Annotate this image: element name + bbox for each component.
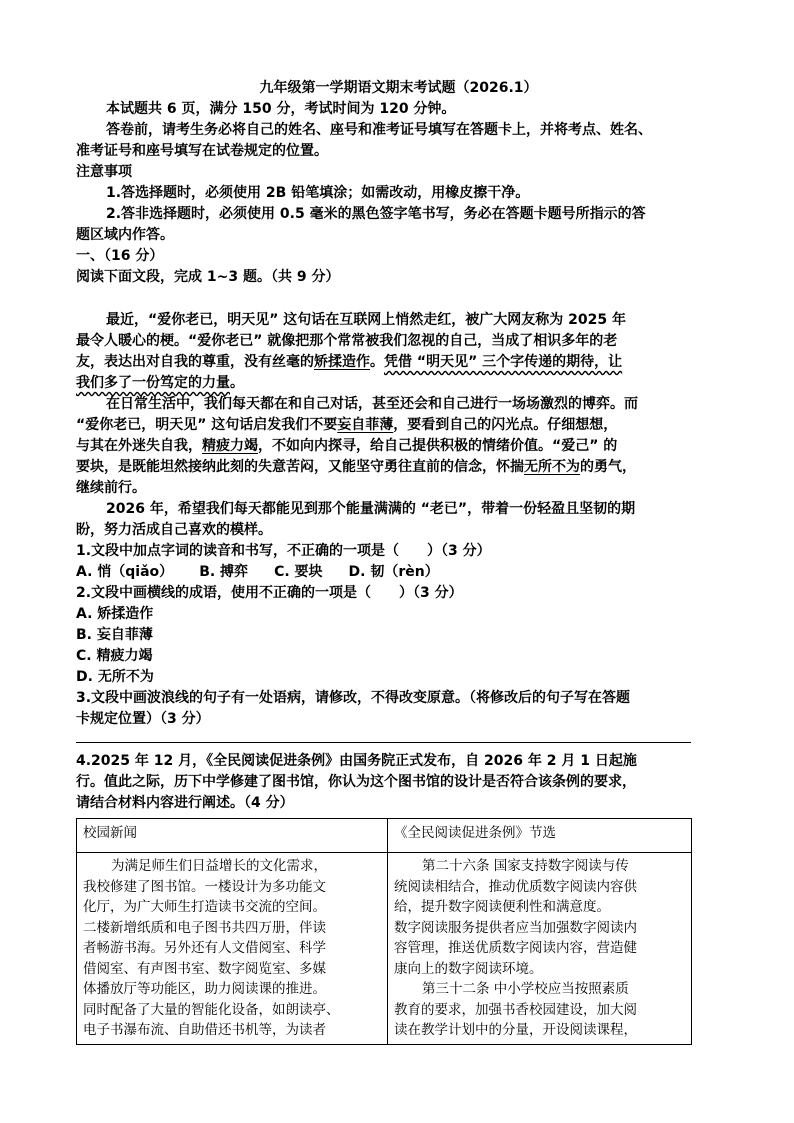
cell-line: 统阅读相结合，推动优质数字阅读内容供 (394, 878, 637, 895)
question-1-stem: 1.文段中加点字词的读音和书写，不正确的一项是（ ）（3 分） (76, 543, 491, 559)
cell-line: 为满足师生们日益增长的文化需求， (111, 858, 327, 874)
option-b[interactable]: B. 搏弈 (199, 564, 249, 580)
table-header-news: 校园新闻 (77, 819, 388, 853)
option-a[interactable]: A. 矫揉造作 (76, 606, 154, 622)
question-4-stem: 请结合材料内容进行阐述。（4 分） (76, 795, 294, 811)
question-3-stem-cont: 卡规定位置）（3 分） (76, 711, 210, 727)
passage-line: 最近，“爱你老已，明天见” 这句话在互联网上悄然走红，被广大网友称为 2025 年 (106, 312, 626, 328)
passage-line: 最令人暖心的梗。“爱你老已” 就像把那个常常被我们忽视的自己，当成了相识多年的老 (76, 333, 618, 349)
passage-line (76, 415, 721, 436)
cell-line: 读在教学计划中的分量，开设阅读课程， (394, 1022, 637, 1038)
passage-line (76, 457, 721, 478)
cell-line: 同时配备了大量的智能化设备，如朗读亭、 (83, 1001, 340, 1018)
underlined-idiom-2: 妄自菲薄 (337, 417, 394, 433)
intro-line-3: 准考证号和座号填写在试卷规定的位置。 (76, 143, 328, 159)
passage-line: 继续前行。 (76, 480, 146, 496)
option-c[interactable]: C. 精疲力竭 (76, 648, 153, 664)
exam-page (76, 78, 721, 1045)
passage-line (76, 352, 721, 373)
question-4-stem: 4.2025 年 12 月，《全民阅读促进条例》由国务院正式发布，自 2026 年 2 月 1 日起施 (76, 753, 637, 769)
passage-line (76, 436, 721, 457)
table-cell-regulation (388, 853, 692, 1045)
section-one-heading: 一、（16 分） (76, 248, 164, 264)
cell-line: 化厅，为广大师生打造读书交流的空间。 (83, 899, 326, 915)
text-run: 要块，是既能坦然接纳此刻的失意苦闷，又能坚守勇往直前的信念，怀揣 (76, 459, 524, 475)
text-run: ，不如向内探寻，给自己提供积极的情绪价值。“爱己” 的 (258, 438, 618, 454)
text-run: 友，表达出对自我的尊重，没有丝毫的 (76, 354, 314, 370)
cell-line: 容管理，推送优质数字阅读内容，营造健 (394, 940, 637, 956)
table-header-regulation: 《全民阅读促进条例》节选 (388, 819, 692, 853)
cell-line: 体播放厅等功能区，助力阅读课的推进。 (83, 981, 326, 997)
text-run: ，要看到自己的闪光点。仔细想想， (393, 417, 618, 433)
cell-line: 我校修建了图书馆。一楼设计为多功能文 (83, 878, 326, 895)
cell-line: 第三十二条 中小学校应当按照素质 (422, 981, 629, 997)
cell-line: 电子书瀑布流、自助借还书机等，为读者 (83, 1022, 326, 1038)
question-3-stem: 3.文段中画波浪线的句子有一处语病，请修改，不得改变原意。（将修改后的句子写在答题 (76, 690, 631, 706)
cell-line: 第二十六条 国家支持数字阅读与传 (422, 858, 629, 874)
text-run: 与其在外迷失自我， (76, 438, 202, 454)
passage-line: 盼，努力活成自己喜欢的模样。 (76, 522, 272, 538)
cell-line: 教育的要求，加强书香校园建设，加大阅 (394, 1001, 637, 1018)
cell-line: 数字阅读服务提供者应当加强数字阅读内 (394, 919, 637, 936)
option-a[interactable]: A. 悄（qiǎo） (76, 564, 174, 580)
answer-divider (76, 742, 691, 743)
cell-line: 二楼新增纸质和电子图书共四万册，伴读 (83, 919, 326, 936)
intro-line-1: 本试题共 6 页，满分 150 分，考试时间为 120 分钟。 (106, 101, 456, 117)
text-run: “爱你老已，明天见” 这句话启发我们不要 (76, 417, 338, 433)
text-run: 的勇气， (580, 459, 636, 475)
exam-title: 九年级第一学期语文期末考试题（2026.1） (259, 80, 538, 96)
option-d[interactable]: D. 韧（rèn） (348, 564, 439, 580)
notice-1: 1.答选择题时，必须使用 2B 铅笔填涂；如需改动，用橡皮擦干净。 (106, 185, 530, 201)
text-run: 。 (370, 354, 384, 370)
option-d[interactable]: D. 无所不为 (76, 669, 154, 685)
passage-line (76, 373, 721, 394)
wavy-sentence-part-1: 凭借 “明天见” 三个字传递的期待，让 (384, 354, 623, 370)
cell-line: 者畅游书海。另外还有人文借阅室、科学 (83, 940, 326, 956)
underlined-idiom-1: 矫揉造作 (314, 354, 370, 370)
underlined-idiom-4: 无所不为 (524, 459, 580, 475)
section-one-instruction: 阅读下面文段，完成 1~3 题。（共 9 分） (76, 269, 340, 285)
passage-line: 在日常生活中，我们每天都在和自己对话，甚至还会和自己进行一场场激烈的博弈。而 (106, 396, 638, 412)
notice-heading: 注意事项 (76, 164, 132, 180)
notice-2-cont: 题区域内作答。 (76, 227, 174, 243)
underlined-idiom-3: 精疲力竭 (202, 438, 258, 454)
intro-line-2: 答卷前，请考生务必将自己的姓名、座号和准考证号填写在答题卡上，并将考点、姓名、 (106, 122, 652, 138)
cell-line: 借阅室、有声图书室、数字阅览室、多媒 (83, 960, 326, 977)
question-2-stem: 2.文段中画横线的成语，使用不正确的一项是（ ）（3 分） (76, 585, 463, 601)
option-c[interactable]: C. 要块 (274, 564, 323, 580)
reading-passage (76, 310, 721, 541)
option-b[interactable]: B. 妄自菲薄 (76, 627, 153, 643)
question-4-stem: 行。值此之际，历下中学修建了图书馆，你认为这个图书馆的设计是否符合该条例的要求， (76, 774, 636, 790)
table-cell-news (77, 853, 388, 1045)
cell-line: 给，提升数字阅读便利性和满意度。 (394, 899, 610, 915)
question-1-options (76, 562, 721, 583)
cell-line: 康向上的数字阅读环境。 (394, 960, 543, 977)
text-run: 。 (230, 375, 244, 391)
notice-2: 2.答非选择题时，必须使用 0.5 毫米的黑色签字笔书写，务必在答题卡题号所指示的答 (106, 206, 646, 222)
passage-line: 2026 年，希望我们每天都能见到那个能量满满的 “老已”，带着一份轻盈且坚韧的期 (106, 501, 636, 517)
wavy-sentence-part-2: 我们多了一份笃定的力量 (76, 375, 230, 391)
material-table (76, 818, 692, 1045)
